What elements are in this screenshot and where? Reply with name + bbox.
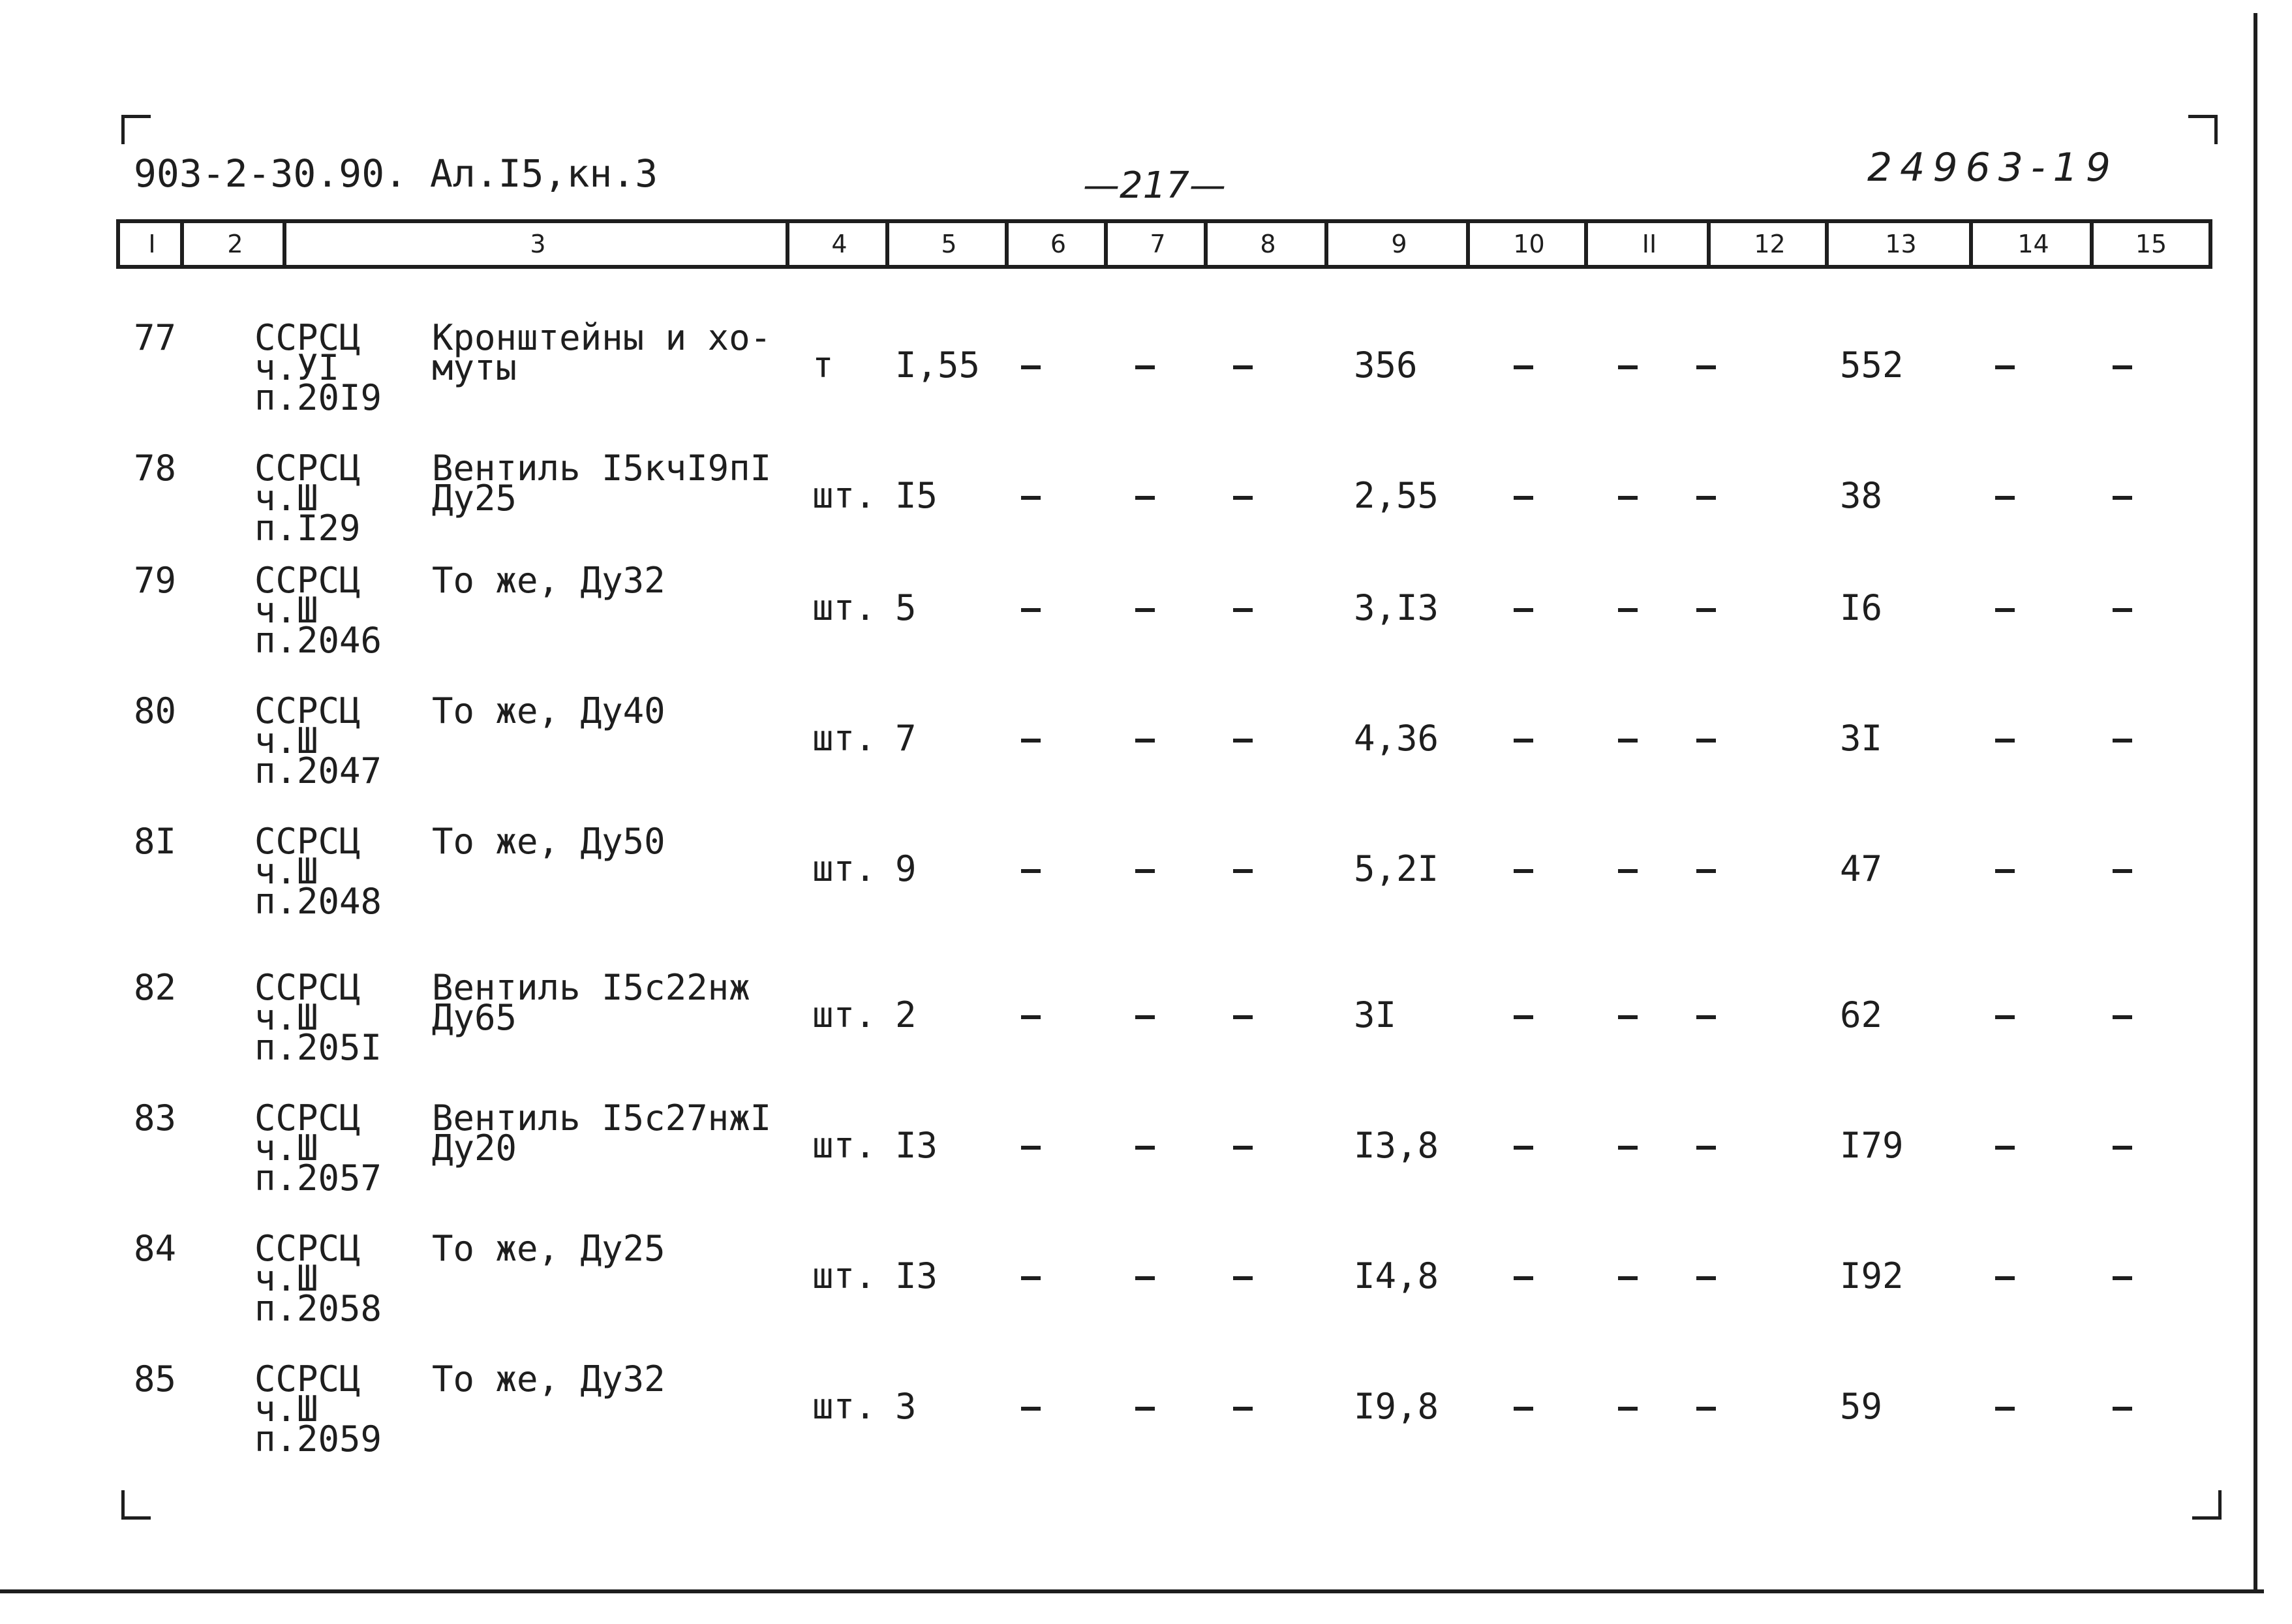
empty-dash [1021, 739, 1041, 743]
norm-reference-line: п.2059 [254, 1418, 382, 1460]
empty-dash [1021, 1015, 1041, 1019]
quantity: I3 [895, 1255, 938, 1296]
unit: шт. [812, 587, 876, 628]
empty-dash [2113, 1015, 2132, 1019]
empty-dash [1135, 739, 1155, 743]
col13-value: 47 [1840, 848, 1883, 889]
quantity: 9 [895, 848, 917, 889]
col13-value: 38 [1840, 475, 1883, 516]
empty-dash [1233, 739, 1253, 743]
empty-dash [1995, 496, 2015, 500]
norm-reference-line: ССРСЦ [254, 1097, 361, 1139]
empty-dash [1233, 496, 1253, 500]
col13-value: 62 [1840, 994, 1883, 1035]
empty-dash [1135, 608, 1155, 612]
empty-dash [1995, 365, 2015, 369]
row-number: 79 [134, 560, 177, 601]
row-number: 80 [134, 690, 177, 731]
empty-dash [2113, 869, 2132, 873]
norm-reference-line: ч.Ш [254, 851, 318, 892]
empty-dash [1514, 739, 1533, 743]
col9-value: I3,8 [1354, 1125, 1439, 1166]
empty-dash [1135, 1276, 1155, 1280]
page-frame-right [2254, 13, 2257, 1592]
empty-dash [1233, 365, 1253, 369]
col13-value: I92 [1840, 1255, 1904, 1296]
empty-dash [1135, 1015, 1155, 1019]
empty-dash [1514, 1015, 1533, 1019]
norm-reference-line: ССРСЦ [254, 690, 361, 731]
column-header-8: 8 [1204, 219, 1328, 269]
norm-reference-line: ССРСЦ [254, 317, 361, 358]
empty-dash [2113, 739, 2132, 743]
norm-reference-line: ч.Ш [254, 997, 318, 1038]
column-header-14: 14 [1969, 219, 2094, 269]
item-description-line: Вентиль I5с27нжI [432, 1097, 772, 1139]
corner-mark-top-left [121, 115, 151, 144]
page-number-dash-left: — [1083, 164, 1120, 207]
empty-dash [1618, 739, 1638, 743]
unit: шт. [812, 994, 876, 1035]
empty-dash [1021, 608, 1041, 612]
empty-dash [1696, 1146, 1716, 1150]
norm-reference-line: ч.Ш [254, 1127, 318, 1169]
norm-reference-line: п.I29 [254, 508, 361, 549]
item-description-line: Кронштейны и хо- [432, 317, 772, 358]
empty-dash [1618, 365, 1638, 369]
col9-value: 3,I3 [1354, 587, 1439, 628]
quantity: I,55 [895, 345, 981, 386]
col9-value: I4,8 [1354, 1255, 1439, 1296]
column-header-2: 2 [180, 219, 286, 269]
column-header-13: 13 [1825, 219, 1973, 269]
col13-value: 3I [1840, 718, 1883, 759]
norm-reference-line: п.2048 [254, 881, 382, 922]
empty-dash [1233, 1276, 1253, 1280]
empty-dash [1021, 496, 1041, 500]
empty-dash [2113, 365, 2132, 369]
norm-reference-line: п.205I [254, 1027, 382, 1068]
col13-value: 59 [1840, 1386, 1883, 1427]
empty-dash [1021, 1276, 1041, 1280]
empty-dash [1135, 1146, 1155, 1150]
empty-dash [1135, 1407, 1155, 1411]
empty-dash [1021, 869, 1041, 873]
quantity: 3 [895, 1386, 917, 1427]
empty-dash [2113, 608, 2132, 612]
empty-dash [1618, 608, 1638, 612]
empty-dash [1233, 1015, 1253, 1019]
norm-reference-line: п.2046 [254, 620, 382, 661]
item-description-line: Вентиль I5кчI9пI [432, 448, 772, 489]
empty-dash [1618, 496, 1638, 500]
norm-reference-line: п.2057 [254, 1157, 382, 1199]
empty-dash [1233, 608, 1253, 612]
col9-value: 4,36 [1354, 718, 1439, 759]
empty-dash [1696, 739, 1716, 743]
column-header-7: 7 [1104, 219, 1208, 269]
empty-dash [2113, 496, 2132, 500]
norm-reference-line: ч.Ш [254, 478, 318, 519]
unit: т [812, 345, 834, 386]
corner-mark-top-right [2188, 115, 2218, 144]
empty-dash [2113, 1146, 2132, 1150]
archive-stamp: 24963-19 [1867, 145, 2118, 191]
empty-dash [1514, 1146, 1533, 1150]
empty-dash [1995, 1015, 2015, 1019]
document-reference: 903-2-30.90. Ал.I5,кн.3 [134, 151, 658, 196]
page-number-value: 217 [1120, 164, 1189, 207]
unit: шт. [812, 1255, 876, 1296]
norm-reference-line: п.20I9 [254, 377, 382, 418]
empty-dash [1514, 365, 1533, 369]
col9-value: 3I [1354, 994, 1397, 1035]
column-header-5: 5 [885, 219, 1009, 269]
col13-value: 552 [1840, 345, 1904, 386]
col9-value: 5,2I [1354, 848, 1439, 889]
empty-dash [2113, 1276, 2132, 1280]
empty-dash [1135, 869, 1155, 873]
item-description-line: То же, Ду32 [432, 560, 665, 601]
quantity: 7 [895, 718, 917, 759]
norm-reference-line: ССРСЦ [254, 1358, 361, 1400]
row-number: 84 [134, 1228, 177, 1269]
empty-dash [1995, 608, 2015, 612]
norm-reference-line: ССРСЦ [254, 560, 361, 601]
norm-reference-line: п.2047 [254, 750, 382, 791]
norm-reference-line: ССРСЦ [254, 1228, 361, 1269]
empty-dash [1618, 1407, 1638, 1411]
empty-dash [1135, 365, 1155, 369]
norm-reference-line: ч.Ш [254, 1388, 318, 1430]
column-header-15: 15 [2090, 219, 2212, 269]
column-header-4: 4 [786, 219, 889, 269]
empty-dash [1618, 1146, 1638, 1150]
row-number: 77 [134, 317, 177, 358]
empty-dash [1135, 496, 1155, 500]
empty-dash [1021, 365, 1041, 369]
empty-dash [1618, 1276, 1638, 1280]
norm-reference-line: ч.УI [254, 347, 340, 388]
norm-reference-line: ССРСЦ [254, 821, 361, 862]
empty-dash [1995, 1146, 2015, 1150]
empty-dash [1233, 1146, 1253, 1150]
item-description-line: То же, Ду40 [432, 690, 665, 731]
col9-value: 356 [1354, 345, 1418, 386]
empty-dash [1514, 869, 1533, 873]
empty-dash [1233, 869, 1253, 873]
empty-dash [1696, 1015, 1716, 1019]
norm-reference-line: ССРСЦ [254, 967, 361, 1008]
quantity: I3 [895, 1125, 938, 1166]
norm-reference-line: ч.Ш [254, 590, 318, 631]
norm-reference-line: ССРСЦ [254, 448, 361, 489]
item-description-line: Ду20 [432, 1127, 517, 1169]
column-header-11: II [1584, 219, 1711, 269]
unit: шт. [812, 718, 876, 759]
unit: шт. [812, 848, 876, 889]
empty-dash [1995, 739, 2015, 743]
column-header-10: 10 [1466, 219, 1588, 269]
row-number: 85 [134, 1358, 177, 1400]
column-header-6: 6 [1005, 219, 1108, 269]
quantity: 2 [895, 994, 917, 1035]
row-number: 83 [134, 1097, 177, 1139]
empty-dash [1696, 365, 1716, 369]
corner-mark-bottom-right [2192, 1490, 2222, 1520]
col9-value: I9,8 [1354, 1386, 1439, 1427]
empty-dash [1233, 1407, 1253, 1411]
empty-dash [1696, 1276, 1716, 1280]
item-description-line: То же, Ду32 [432, 1358, 665, 1400]
item-description-line: То же, Ду50 [432, 821, 665, 862]
item-description-line: Ду65 [432, 997, 517, 1038]
empty-dash [1696, 869, 1716, 873]
quantity: I5 [895, 475, 938, 516]
norm-reference-line: ч.Ш [254, 720, 318, 761]
empty-dash [1995, 869, 2015, 873]
empty-dash [1696, 1407, 1716, 1411]
column-header-12: 12 [1707, 219, 1829, 269]
col13-value: I6 [1840, 587, 1883, 628]
empty-dash [1618, 869, 1638, 873]
empty-dash [1514, 1407, 1533, 1411]
empty-dash [1696, 608, 1716, 612]
col9-value: 2,55 [1354, 475, 1439, 516]
page-number [1083, 164, 1226, 207]
item-description-line: То же, Ду25 [432, 1228, 665, 1269]
corner-mark-bottom-left [121, 1490, 151, 1520]
empty-dash [1514, 496, 1533, 500]
row-number: 82 [134, 967, 177, 1008]
column-header-3: 3 [283, 219, 789, 269]
empty-dash [1021, 1407, 1041, 1411]
empty-dash [1021, 1146, 1041, 1150]
empty-dash [1696, 496, 1716, 500]
empty-dash [1995, 1407, 2015, 1411]
column-header-9: 9 [1324, 219, 1470, 269]
row-number: 78 [134, 448, 177, 489]
col13-value: I79 [1840, 1125, 1904, 1166]
column-header-1: I [116, 219, 184, 269]
unit: шт. [812, 1386, 876, 1427]
item-description-line: Ду25 [432, 478, 517, 519]
item-description-line: Вентиль I5с22нж [432, 967, 750, 1008]
unit: шт. [812, 1125, 876, 1166]
empty-dash [1995, 1276, 2015, 1280]
item-description-line: муты [432, 347, 517, 388]
unit: шт. [812, 475, 876, 516]
empty-dash [1514, 1276, 1533, 1280]
norm-reference-line: ч.Ш [254, 1258, 318, 1299]
page-frame-bottom [0, 1589, 2264, 1593]
empty-dash [2113, 1407, 2132, 1411]
empty-dash [1514, 608, 1533, 612]
page-number-dash-right: — [1189, 164, 1226, 207]
empty-dash [1618, 1015, 1638, 1019]
quantity: 5 [895, 587, 917, 628]
norm-reference-line: п.2058 [254, 1288, 382, 1329]
row-number: 8I [134, 821, 177, 862]
